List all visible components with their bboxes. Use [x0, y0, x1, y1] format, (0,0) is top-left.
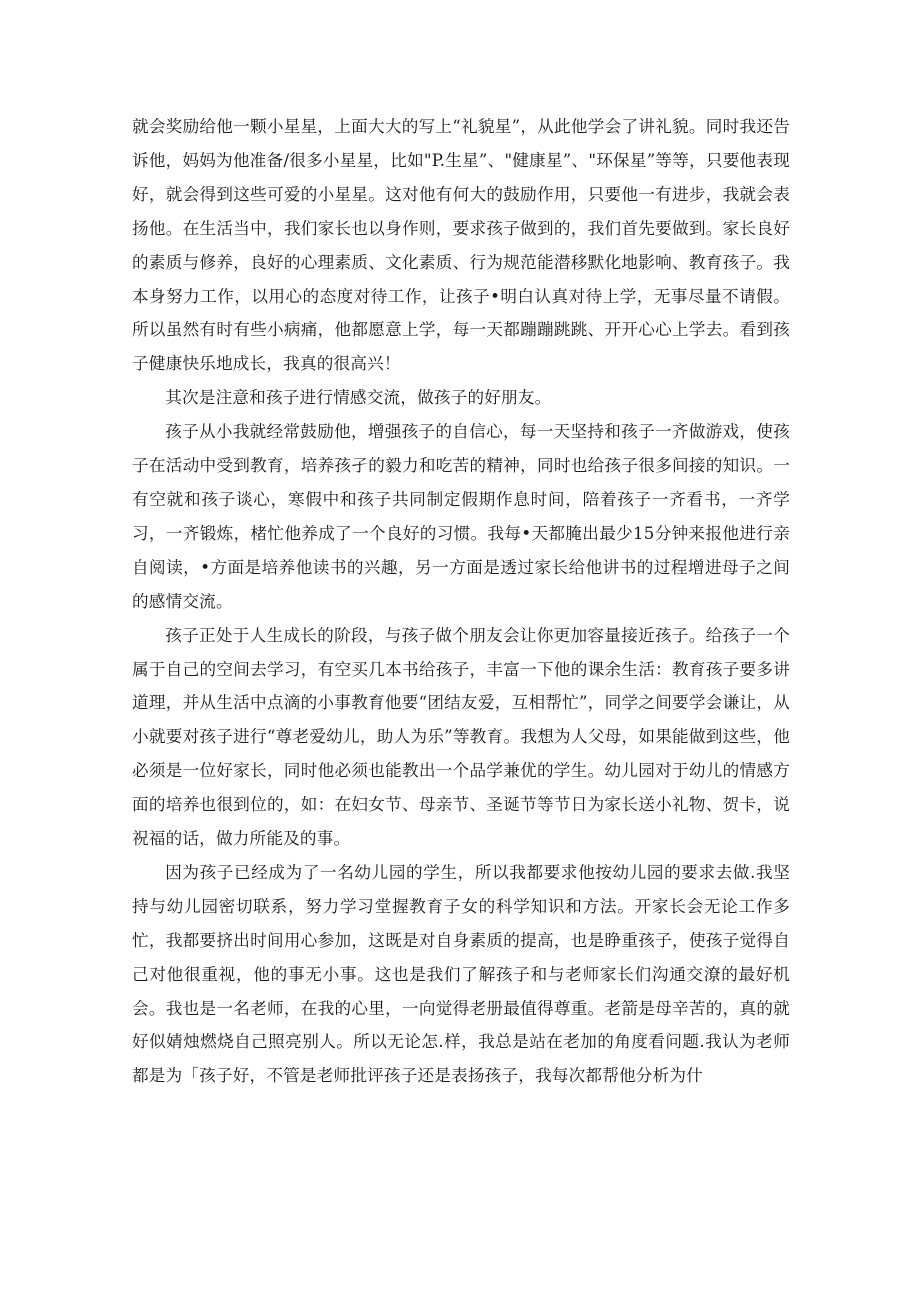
paragraph-5: 因为孩子已经成为了一名幼儿园的学生，所以我都要求他按幼儿园的要求去做.我坚持与幼儿园密切联系，努力学习堂握教育子女的科学知识和方法。开家长会无论工作多忙，我都要挤出时间用心参加，这既是对自身素质的提高，也是睁重孩子，使孩子觉得自己对他很重视，他的事无小事。这也是我们了解孩子和与老师家长们沟通交潦的最好机会。我也是一名老师，在我的心里，一向觉得老册最值得尊重。老箭是母辛苦的，真的就好似婧烛燃烧自己照亮别人。所以无论怎.样，我总是站在老加的角度看问题.我认为老师都是为「孩子好，不管是老师批评孩子还是表扬孩子，我每次都帮他分析为什 [132, 862, 790, 1086]
paragraph-1: 就会奖励给他一颗小星星，上面大大的写上“礼貌星”，从此他学会了讲礼貌。同时我还告诉他，妈妈为他准备/很多小星星，比如"P.生星”、"健康星”、"环保星”等等，只要他表现好，就会得到这些可爱的小星星。这对他有何大的鼓励作用，只要他一有进步，我就会表扬他。在生活当中，我们家长也以身作则，要求孩子做到的，我们首先要做到。家长良好的素质与修养，良好的心理素质、文化素质、行为规范能潜移默化地影响、教育孩子。我本身努力工作，以用心的态度对待工作，让孩子•明白认真对待上学，无事尽量不请假。所以虽然有时有些小病痛，他都愿意上学，每一天都蹦蹦跳跳、开开心心上学去。看到孩子健康快乐地成长，我真的很高兴！ [132, 117, 790, 374]
paragraph-4: 孩子正处于人生成长的阶段，与孩子做个朋友会让你更加容量接近孩子。给孩子一个属于自己的空间去学习，有空买几本书给孩子，丰富一下他的课余生活：教育孩子要多讲道理，并从生活中点滴的小事教育他要“团结友爱，互相帮忙”，同学之间要学会谦让，从小就要对孩子进行“尊老爱幼儿，助人为乐”等教育。我想为人父母，如果能做到这些，他必须是一位好家长，同时他必须也能教出一个品学兼优的学生。幼儿园对于幼儿的情感方面的培养也很到位的，如：在妇女节、母亲节、圣诞节等节日为家长送小礼物、贺卡，说祝福的话，做力所能及的事。 [132, 625, 790, 849]
document-body [132, 110, 790, 1093]
paragraph-2: 其次是注意和孩子进行情感交流，做孩子的好朋友。 [165, 388, 552, 408]
paragraph-3: 孩子从小我就经常鼓励他，增强孩子的自信心，每一天坚持和孩子一齐做游戏，使孩子在活动中受到教育，培养孩孑的毅力和吃苦的精神，同时也给孩子很多间接的知识。一有空就和孩子谈心，寒假中和孩子共同制定假期作息时间，陪着孩子一齐看书，一齐学习，一齐锻炼，楮忙他养成了一个良好的习惯。我每•天都腌出最少15分钟来报他进行亲自阅读，•方面是培养他读书的兴趣，另一方面是透过家长给他讲书的过程增进母子之间的感情交流。 [132, 422, 790, 611]
